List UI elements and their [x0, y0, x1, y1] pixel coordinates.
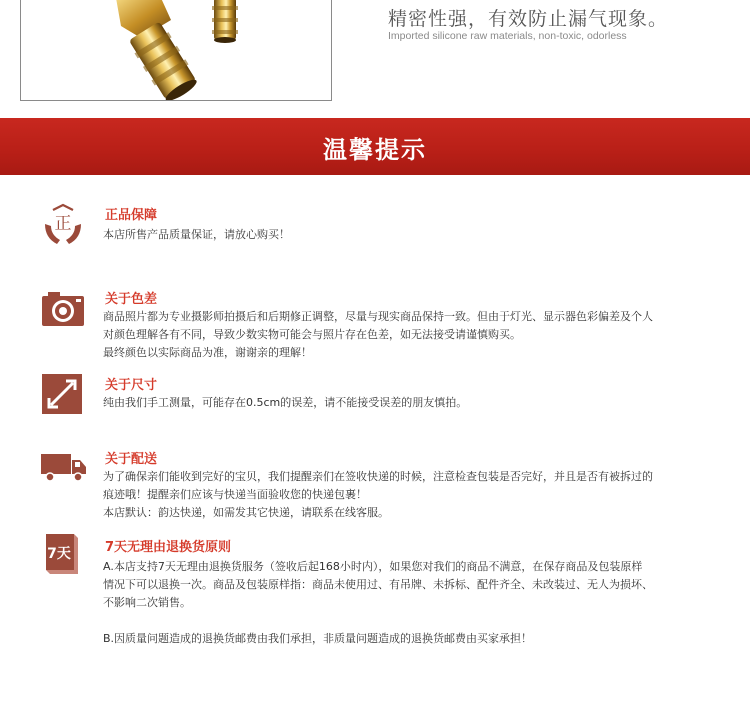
- banner-title: 温馨提示: [323, 136, 427, 164]
- delivery-truck-icon: [40, 448, 88, 494]
- section-title: 关于色差: [105, 292, 158, 307]
- resize-arrow-icon: [40, 372, 86, 418]
- genuine-hands-icon: [40, 202, 86, 248]
- section-line: 不影响二次销售。: [103, 596, 191, 609]
- feature-text-cn: 精密性强，有效防止漏气现象。: [388, 8, 669, 30]
- camera-icon: [40, 288, 86, 334]
- tips-banner: [0, 118, 750, 175]
- section-line: 纯由我们手工测量，可能存在0.5cm的误差，请不能接受误差的朋友慎拍。: [103, 396, 468, 409]
- section-line: 商品照片都为专业摄影师拍摄后和后期修正调整，尽量与现实商品保持一致。但由于灯光、显示器色彩偏差及个人: [103, 310, 653, 323]
- section-body: [103, 226, 733, 244]
- section-title: 关于尺寸: [105, 378, 158, 393]
- product-photo-frame: [20, 0, 332, 101]
- section-line: 对颜色理解各有不同，导致少数实物可能会与照片存在色差，如无法接受请谨慎购买。: [103, 328, 521, 341]
- feature-text-en: Imported silicone raw materials, non-toxic, odorless: [388, 30, 627, 42]
- section-line: 本店默认：韵达快递，如需发其它快递，请联系在线客服。: [103, 506, 389, 519]
- section-line: 痕迹哦！提醒亲们应该与快递当面验收您的快递包裹！: [103, 488, 367, 501]
- section-body: [103, 558, 733, 648]
- section-line: 最终颜色以实际商品为准，谢谢亲的理解！: [103, 346, 312, 359]
- brass-fitting-photo: [21, 0, 331, 100]
- section-line: B.因质量问题造成的退换货邮费由我们承担，非质量问题造成的退换货邮费由买家承担！: [103, 632, 533, 645]
- seven-day-calendar-icon: [40, 532, 86, 578]
- section-line: 为了确保亲们能收到完好的宝贝，我们提醒亲们在签收快递的时候，注意检查包装是否完好，并且是否有被拆过的: [103, 470, 653, 483]
- section-body: [103, 308, 733, 362]
- svg-text:正: 正: [54, 214, 72, 234]
- section-title: 正品保障: [105, 208, 158, 223]
- seven-day-icon-text: 7天: [47, 546, 71, 562]
- section-title: 关于配送: [105, 452, 158, 467]
- section-title: 7天无理由退换货原则: [105, 540, 232, 555]
- section-line: 本店所售产品质量保证，请放心购买！: [103, 228, 290, 241]
- section-body: [103, 468, 733, 522]
- product-top-strip: [0, 0, 750, 118]
- section-body: [103, 394, 733, 412]
- section-line: 情况下可以退换一次。商品及包装原样指：商品未使用过、有吊牌、未拆标、配件齐全、未改装过、无人为损坏、: [103, 578, 653, 591]
- section-line: A.本店支持7天无理由退换货服务（签收后起168小时内），如果您对我们的商品不满意，在保存商品及包装原样: [103, 560, 643, 573]
